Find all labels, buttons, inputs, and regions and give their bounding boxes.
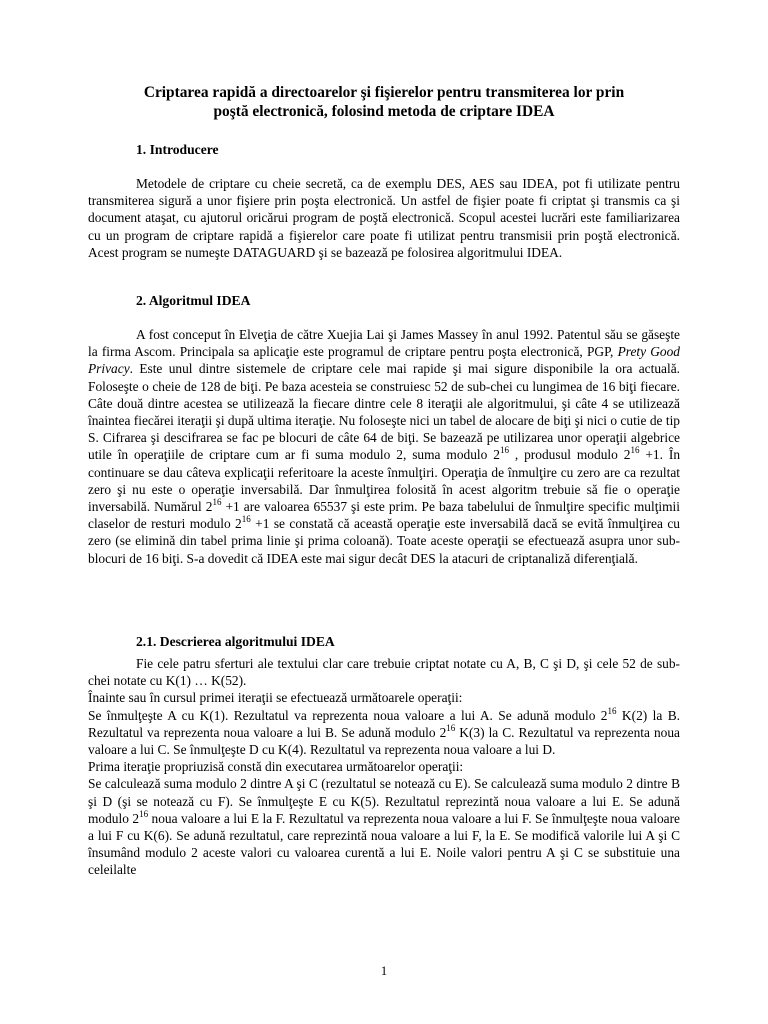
section-heading-introducere: 1. Introducere: [136, 142, 219, 157]
description-line-5: [88, 775, 680, 878]
description-line-4: Prima iteraţie propriuzisă constă din executarea următoarelor operaţii:: [88, 759, 464, 775]
section-heading-algoritmul-idea: 2. Algoritmul IDEA: [136, 293, 251, 308]
exponent: 16: [446, 722, 456, 733]
exponent: 16: [630, 445, 640, 456]
text-run: K(3) la C. Rezultatul va reprezenta noua valoare a lui C. Se înmulţeşte D cu K(4). Rezultatul va reprezenta noua valoare a lui D.: [88, 724, 680, 758]
exponent: 16: [499, 445, 509, 456]
text-run: , produsul modulo 2: [508, 447, 631, 463]
exponent: 16: [139, 808, 149, 819]
text-run: K(2) la B. Rezultatul va reprezenta noua valoare a lui B. Se adună modulo 2: [88, 707, 680, 740]
algorithm-paragraph: [88, 326, 680, 567]
title-line-1: Criptarea rapidă a directoarelor şi fişierelor pentru transmiterea lor prin: [143, 84, 625, 101]
title-line-2: poştă electronică, folosind metoda de criptare IDEA: [213, 103, 555, 120]
exponent: 16: [607, 705, 617, 716]
description-line-2: Înainte sau în cursul primei iteraţii se efectuează următoarele operaţii:: [88, 690, 463, 706]
description-block: [88, 655, 680, 879]
page-number: 1: [380, 964, 388, 978]
introduction-paragraph: Metodele de criptare cu cheie secretă, ca de exemplu DES, AES sau IDEA, pot fi utilizate pentru transmiterea sigură a unor fişiere prin poşta electronică. Un astfel de fişier poate fi criptat şi transmis ca şi document ataşat, cu ajutorul oricărui program de poştă electronică. Scopul acestei lucrări este familiarizarea cu un program de criptare rapidă a fişierelor care poate fi utilizat pentru transmisii prin poştă electronică. Acest program se numeşte DATAGUARD şi se bazează pe folosirea algoritmului IDEA.: [88, 176, 680, 260]
text-run: Se înmulţeşte A cu K(1). Rezultatul va reprezenta noua valoare a lui A. Se adună modulo 2: [88, 707, 608, 723]
section-heading-descrierea: 2.1. Descrierea algoritmului IDEA: [136, 634, 335, 649]
text-run: +1. În continuare se dau câteva explicaţii referitoare la aceste înmulţiri. Operaţia de înmulţire cu zero are ca rezultat zero şi nu este o operaţie inversabilă. Dar înmulţirea folosită în acest algoritm trebuie să fie o operaţie inversabilă. Numărul 2: [88, 447, 681, 515]
text-run: +1 are valoarea 65537 şi este prim. Pe baza tabelului de înmulţire specific mulţimii claselor de resturi modulo 2: [88, 499, 680, 532]
text-run: A fost conceput în Elveţia de către Xuejia Lai şi James Massey în anul 1992. Patentul său se găseşte la firma Ascom. Principala sa aplicaţie este programul de criptare pentru poşta electronică, PGP,: [88, 327, 680, 360]
document-title: [88, 83, 680, 121]
text-run: noua valoare a lui E la F. Rezultatul va reprezenta noua valoare a lui F. Se înmulţeşte noua valoare a lui F cu K(6). Se adună rezultatul, care reprezintă noua valoare a lui F, la E. Se modifică valorile lui A şi C însumând modulo 2 aceste valori cu valoarea curentă a lui E. Noile valori pentru A şi C se substituie una celeilalte: [88, 810, 681, 878]
description-line-1: Fie cele patru sferturi ale textului clar care trebuie criptat notate cu A, B, C şi D, şi cele 52 de sub-chei notate cu K(1) … K(52).: [88, 656, 680, 689]
exponent: 16: [241, 514, 251, 525]
text-run: Se calculează suma modulo 2 dintre A şi C (rezultatul se notează cu E). Se calculează suma modulo 2 dintre B şi D (şi se notează cu F). Se înmulţeşte E cu K(5). Rezultatul reprezintă noua valoare a lui E. Se adună modulo 2: [88, 776, 680, 826]
exponent: 16: [212, 497, 222, 508]
description-line-3: [88, 707, 680, 759]
pgp-expansion-italic: Prety Good Privacy: [88, 344, 680, 377]
text-run: +1 se constată că această operaţie este inversabilă dacă se evită înmulţirea cu zero (se elimină din tabel prima linie şi prima coloană). Toate aceste operaţii se efectuează asupra unor sub-blocuri de 16 biţi. S-a dovedit că IDEA este mai sigur decât DES la atacuri de criptanaliză diferenţială.: [88, 516, 680, 566]
text-run: . Este unul dintre sistemele de criptare cele mai rapide şi mai sigure disponibile la ora actuală. Foloseşte o cheie de 128 de biţi. Pe baza acesteia se construiesc 52 de sub-chei cu lungimea de 16 biţi fiecare. Câte două dintre acestea se utilizează la fiecare dintre cele 8 iteraţii ale algoritmului, şi câte 4 se utilizează înaintea fiecărei iteraţii şi după ultima iteraţie. Nu foloseşte nici un tabel de alocare de biţi şi nici o cutie de tip S. Cifrarea şi descifrarea se fac pe blocuri de câte 64 de biţi. Se bazează pe utilizarea unor operaţii algebrice utile în operaţiile de criptare cum ar fi suma modulo 2, suma modulo 2: [88, 361, 680, 463]
